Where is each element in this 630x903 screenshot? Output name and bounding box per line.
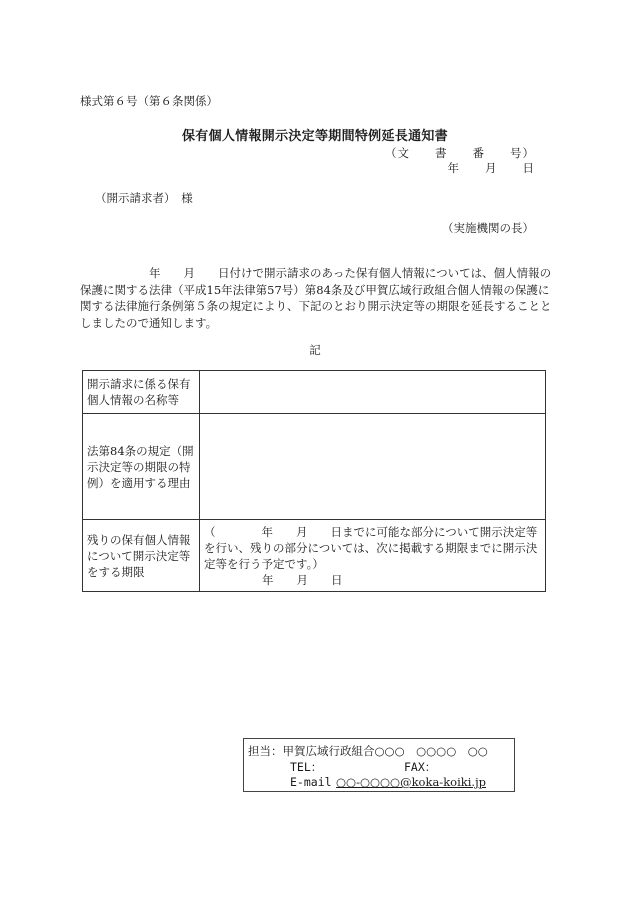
deadline-value[interactable] (200, 520, 546, 592)
document-number: （文 書 番 号） (385, 146, 535, 160)
issuer: （実施機関の長） (442, 221, 534, 235)
info-name-label: 開示請求に係る保有個人情報の名称等 (83, 371, 200, 414)
contact-staff: 担当：甲賀広域行政組合○○○ ○○○○ ○○ (248, 744, 488, 758)
reason-label: 法第84条の規定（開示決定等の期限の特例）を適用する理由 (83, 414, 200, 520)
contact-tel-label: TEL： (290, 760, 323, 774)
contact-email-label: E-mail (290, 775, 332, 789)
reason-value[interactable] (200, 414, 546, 520)
deadline-text: （ 年 月 日までに可能な部分について開示決定等を行い、残りの部分については、次に掲載する期限までに開示決定等を行う予定です。） (204, 525, 538, 571)
table-row (83, 414, 546, 520)
ki-heading: 記 (309, 343, 321, 357)
contact-fax-label: FAX： (404, 760, 437, 774)
info-table (82, 370, 546, 592)
form-number: 様式第６号（第６条関係） (80, 94, 218, 108)
deadline-label: 残りの保有個人情報について開示決定等をする期限 (83, 520, 200, 592)
contact-email-link[interactable]: ○○-○○○○@koka-koiki.jp (336, 775, 486, 789)
document-date: 年 月 日 (447, 161, 535, 175)
contact-box (243, 738, 515, 792)
table-row (83, 371, 546, 414)
info-name-value[interactable] (200, 371, 546, 414)
document-title: 保有個人情報開示決定等期間特例延長通知書 (181, 129, 448, 144)
body-text: 年 月 日付けで開示請求のあった保有個人情報については、個人情報の保護に関する法律（平成15年法律第57号）第84条及び甲賀広域行政組合個人情報の保護に関する法律施行条例第５条の規定により、下記のとおり開示決定等の期限を延長することとしましたので通知します。 (80, 266, 552, 330)
recipient: （開示請求者） 様 (95, 191, 193, 205)
table-row (83, 520, 546, 592)
deadline-date: 年 月 日 (262, 573, 343, 587)
